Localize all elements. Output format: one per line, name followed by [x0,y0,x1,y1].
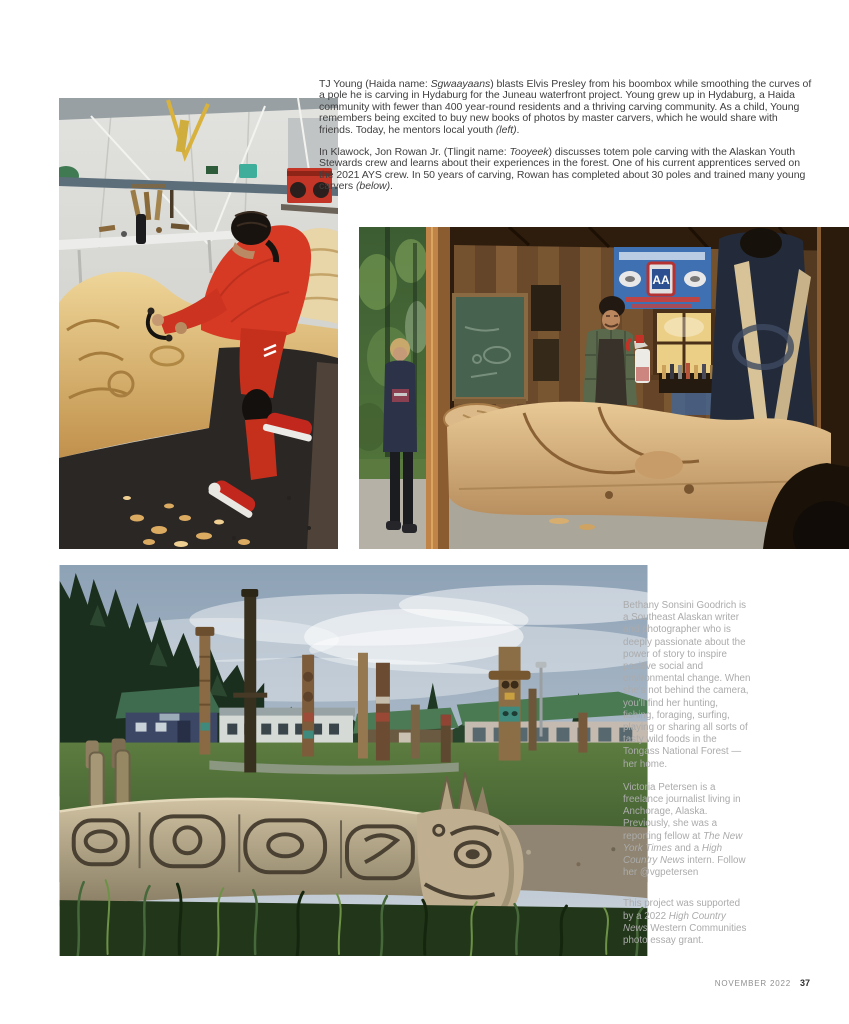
text-segment: and a [671,842,702,854]
wall-poster [531,285,561,331]
text-segment: . [516,123,520,136]
page-footer [715,978,810,988]
page-number: 37 [799,978,810,988]
caption-paragraph-1 [319,79,812,136]
issue-date: NOVEMBER 2022 [714,979,791,988]
text-segment-italic: High Country News [623,842,723,867]
text-segment: This project was supported by a 2022 [623,898,741,922]
text-segment: Western Communities photo essay grant. [623,922,747,947]
contributor-bios [623,600,751,947]
banner-aa-text: AA [652,273,670,287]
caption-paragraph-2 [319,147,812,193]
wall-poster-2 [533,339,559,381]
text-segment-italic: High Country News [623,910,726,934]
foreground-grass-band [60,900,647,956]
teal-bucket [239,164,257,178]
photo-carving-shed [359,227,849,549]
text-segment: ) discusses totem pole carving with the Alaskan Youth Stewards crew and learns about their experiences in the forest. One of his current apprentices served on the 2021 AYS crew. In 50 years of carving, Rowan has completed about 30 poles and trained many young carvers [319,146,806,193]
text-segment: ) blasts Elvis Presley from his boombox while smoothing the curves of a pole he is carving in Hydaburg for the Juneau waterfront project. Young grew up in Hydaburg, a Haida community with fewer than 400 year-round residents and a thriving carving community. As a child, Young remembers being excited to buy new books of photos by master carvers, which he would share with friends. Today, he mentors local youth [319,78,812,136]
airborne-banner [614,247,711,309]
photo-carver-workshop-art [59,98,338,549]
text-segment: Victoria Petersen is a freelance journalist living in Anchorage, Alaska. Previously, she was a reporting fellow at [623,781,741,842]
bio-victoria-petersen [623,782,751,880]
photo-carving-shed-art [359,227,849,549]
photo-totem-park [59,565,648,956]
green-tool [206,166,218,174]
text-segment: intern. Follow her @vgpetersen [623,855,746,879]
text-segment-italic: Sgwaayaans [430,78,491,90]
text-segment: In Klawock, Jon Rowan Jr. (Tlingit name: [319,146,510,159]
text-segment-italic: The New York Times [623,830,743,854]
text-segment: . [390,180,393,193]
text-segment-italic: (below) [355,180,391,193]
text-segment: TJ Young (Haida name: [319,78,431,90]
bio-bethany-goodrich: Bethany Sonsini Goodrich is a Southeast Alaskan writer and photographer who is deeply passionate about the power of story to inspire positive social and environmental change. When she's not behind the camera, you'll find her hunting, fishing, foraging, surfing, playing or sharing all sorts of tasty wild foods in the Tongass National Forest — her home. [623,600,751,770]
grant-credit [623,898,751,947]
photo-totem-park-art [59,565,648,956]
text-segment-italic: Tooyeek [509,146,549,159]
caption-text-block [319,79,812,204]
photo-carver-workshop [59,98,338,549]
window [651,311,717,380]
chalkboard [454,295,526,404]
text-segment-italic: (left) [495,123,517,136]
